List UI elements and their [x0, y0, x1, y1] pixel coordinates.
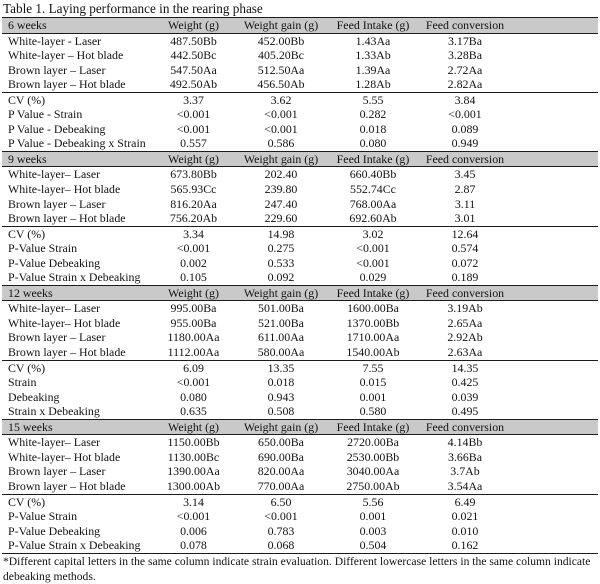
- column-header: Feed Intake (g): [326, 419, 420, 435]
- cell-value: 3.45: [454, 167, 476, 182]
- column-header: Weight gain (g): [236, 18, 326, 34]
- row-label: Brown layer – Laser: [8, 196, 106, 211]
- row-spacer: [510, 256, 598, 271]
- cell-value: 1180.00Aa: [167, 330, 220, 345]
- cell-value: <0.001: [176, 107, 211, 122]
- cell-value: 0.105: [180, 270, 207, 285]
- table-row: [2, 450, 598, 465]
- row-label: White-layer– Hot blade: [8, 315, 121, 330]
- cell-value: 0.018: [267, 375, 295, 390]
- cell-value: 229.60: [264, 211, 298, 226]
- column-header: Weight (g): [151, 285, 236, 301]
- cell-value: 3.02: [326, 226, 420, 241]
- cell-value: 692.60Ab: [349, 211, 397, 226]
- row-label: P-Value Strain: [8, 509, 78, 524]
- row-label: Brown layer – Laser: [8, 62, 106, 77]
- cell-value: 2.72Aa: [447, 62, 483, 77]
- row-label: Brown layer – Laser: [8, 464, 106, 479]
- row-label: White-layer– Hot blade: [8, 182, 121, 197]
- cell-value: 0.001: [359, 389, 387, 404]
- table-body: [2, 18, 598, 554]
- row-spacer: [510, 538, 598, 553]
- table-row: [2, 524, 598, 539]
- cell-value: 650.00Ba: [258, 435, 304, 450]
- cell-value: 0.949: [451, 136, 479, 151]
- cell-value: <0.001: [448, 107, 482, 122]
- cell-value: 13.35: [236, 360, 326, 375]
- table-row: [2, 270, 598, 285]
- cell-value: 0.783: [267, 523, 295, 538]
- cell-value: 1390.00Aa: [167, 464, 220, 479]
- cell-value: 1150.00Bb: [167, 435, 220, 450]
- row-spacer: [510, 122, 598, 137]
- cell-value: <0.001: [176, 375, 211, 390]
- cell-value: 3.7Ab: [450, 464, 480, 479]
- row-label: Strain x Debeaking: [8, 404, 100, 419]
- cell-value: 5.56: [326, 494, 420, 509]
- row-spacer: [510, 316, 598, 331]
- row-label: White-layer– Laser: [8, 435, 101, 450]
- table-row: [2, 345, 598, 360]
- cell-value: 816.20Aa: [170, 196, 217, 211]
- cell-value: 0.001: [359, 509, 387, 524]
- column-header: Weight (g): [151, 419, 236, 435]
- section-header-row: [2, 285, 598, 301]
- cell-value: 660.40Bb: [349, 167, 397, 182]
- cell-value: 487.50Bb: [170, 33, 217, 48]
- cell-value: 2750.00Ab: [346, 478, 400, 493]
- column-header: Feed Intake (g): [326, 285, 420, 301]
- cell-value: 202.40: [264, 167, 298, 182]
- cell-value: 770.00Aa: [257, 478, 305, 493]
- row-spacer: [510, 226, 598, 241]
- table-row: [2, 404, 598, 419]
- cell-value: 0.003: [359, 523, 387, 538]
- header-spacer: [510, 419, 598, 435]
- cell-value: <0.001: [176, 509, 211, 524]
- table-row: [2, 92, 598, 107]
- table-row: [2, 122, 598, 137]
- cell-value: 14.98: [236, 226, 326, 241]
- row-label: P Value - Debeaking: [8, 121, 106, 136]
- table-row: [2, 479, 598, 494]
- row-spacer: [510, 270, 598, 285]
- cell-value: 0.162: [451, 538, 479, 553]
- cell-value: 565.93Cc: [170, 182, 217, 197]
- cell-value: 0.072: [451, 255, 479, 270]
- cell-value: 1300.00Ab: [166, 478, 221, 493]
- row-spacer: [510, 167, 598, 182]
- cell-value: 4.14Bb: [447, 435, 483, 450]
- cell-value: <0.001: [264, 121, 298, 136]
- table-row: [2, 107, 598, 122]
- table-row: [2, 330, 598, 345]
- column-header: Weight gain (g): [236, 419, 326, 435]
- section-header-row: [2, 419, 598, 435]
- cell-value: 820.00Aa: [257, 464, 305, 479]
- row-spacer: [510, 107, 598, 122]
- cell-value: 12.64: [420, 226, 510, 241]
- cell-value: 0.068: [267, 538, 295, 553]
- cell-value: 995.00Ba: [170, 301, 217, 316]
- row-spacer: [510, 479, 598, 494]
- row-label: Brown layer – Hot blade: [8, 478, 126, 493]
- row-label: White-layer– Laser: [8, 301, 101, 316]
- column-header: Feed conversion: [420, 285, 510, 301]
- cell-value: 0.557: [180, 136, 207, 151]
- row-spacer: [510, 494, 598, 509]
- cell-value: <0.001: [176, 121, 211, 136]
- table-row: [2, 33, 598, 48]
- cell-value: 6.09: [151, 360, 236, 375]
- cell-value: 1.28Ab: [355, 77, 391, 92]
- cell-value: 0.533: [267, 255, 295, 270]
- header-spacer: [510, 18, 598, 34]
- cell-value: 239.80: [264, 182, 298, 197]
- table-row: [2, 241, 598, 256]
- cell-value: 492.50Ab: [169, 77, 218, 92]
- row-label: CV (%): [2, 226, 151, 241]
- table-row: [2, 509, 598, 524]
- column-header: Feed conversion: [420, 18, 510, 34]
- row-spacer: [510, 464, 598, 479]
- cell-value: 0.039: [451, 389, 479, 404]
- cell-value: 501.00Ba: [258, 301, 304, 316]
- cell-value: 7.55: [326, 360, 420, 375]
- row-spacer: [510, 92, 598, 107]
- cell-value: 690.00Ba: [258, 449, 304, 464]
- cell-value: 0.425: [451, 375, 479, 390]
- cell-value: 3.84: [420, 92, 510, 107]
- row-label: P-Value Debeaking: [8, 523, 101, 538]
- cell-value: 0.586: [267, 136, 295, 151]
- cell-value: <0.001: [356, 255, 390, 270]
- cell-value: 2.65Aa: [447, 315, 483, 330]
- cell-value: 955.00Ba: [170, 315, 217, 330]
- column-header: Weight (g): [151, 18, 236, 34]
- cell-value: 1.39Aa: [355, 62, 391, 77]
- row-label: Brown layer – Hot blade: [8, 211, 126, 226]
- table-row: [2, 464, 598, 479]
- row-label: Strain: [8, 375, 37, 390]
- cell-value: 2.87: [454, 182, 476, 197]
- cell-value: 452.00Bb: [257, 33, 305, 48]
- row-label: CV (%): [2, 360, 151, 375]
- row-label: P-Value Strain x Debeaking: [8, 270, 141, 285]
- cell-value: 2530.00Bb: [346, 449, 400, 464]
- cell-value: 611.00Aa: [257, 330, 305, 345]
- table-row: [2, 301, 598, 316]
- table-row: [2, 48, 598, 63]
- row-spacer: [510, 197, 598, 212]
- cell-value: 0.018: [359, 121, 387, 136]
- cell-value: 2.82Aa: [447, 77, 483, 92]
- cell-value: 3.28Ba: [447, 48, 483, 63]
- table-row: [2, 226, 598, 241]
- table-row: [2, 435, 598, 450]
- table-title: Table 1. Laying performance in the rearing phase: [3, 1, 263, 16]
- cell-value: 3.34: [151, 226, 236, 241]
- cell-value: <0.001: [264, 509, 298, 524]
- row-label: P-Value Strain: [8, 241, 78, 256]
- row-spacer: [510, 33, 598, 48]
- header-spacer: [510, 151, 598, 167]
- cell-value: 0.508: [267, 404, 295, 419]
- cell-value: 247.40: [264, 196, 298, 211]
- cell-value: 405.20Bc: [258, 48, 304, 63]
- row-label: P-Value Debeaking: [8, 255, 101, 270]
- cell-value: 3.11: [454, 196, 476, 211]
- row-spacer: [510, 509, 598, 524]
- cell-value: 6.50: [236, 494, 326, 509]
- row-spacer: [510, 211, 598, 226]
- cell-value: 0.495: [451, 404, 479, 419]
- row-spacer: [510, 450, 598, 465]
- row-label: Brown layer – Laser: [8, 330, 106, 345]
- cell-value: 580.00Aa: [257, 345, 305, 360]
- column-header: Feed conversion: [420, 151, 510, 167]
- row-spacer: [510, 136, 598, 151]
- cell-value: 1710.00Aa: [346, 330, 400, 345]
- row-label: CV (%): [2, 494, 151, 509]
- cell-value: 3.19Ab: [447, 301, 483, 316]
- table-footnote: *Different capital letters in the same column indicate strain evaluation. Different lowercase letters in the same column indicate debeaking methods.: [3, 555, 591, 583]
- cell-value: 0.574: [451, 241, 479, 256]
- row-spacer: [510, 404, 598, 419]
- row-spacer: [510, 48, 598, 63]
- cell-value: 2720.00Ba: [347, 435, 399, 450]
- column-header: Weight (g): [151, 151, 236, 167]
- section-label: 9 weeks: [2, 151, 151, 167]
- row-spacer: [510, 345, 598, 360]
- cell-value: 1.43Aa: [355, 33, 391, 48]
- cell-value: 0.943: [267, 389, 295, 404]
- cell-value: 3040.00Aa: [346, 464, 400, 479]
- cell-value: 1600.00Ba: [347, 301, 399, 316]
- table-row: [2, 136, 598, 151]
- cell-value: 673.80Bb: [170, 167, 217, 182]
- cell-value: 3.37: [151, 92, 236, 107]
- table-row: [2, 538, 598, 553]
- table-row: [2, 494, 598, 509]
- cell-value: 0.021: [451, 509, 479, 524]
- cell-value: 0.080: [359, 136, 387, 151]
- row-spacer: [510, 390, 598, 405]
- cell-value: 456.50Ab: [257, 77, 305, 92]
- cell-value: 3.54Aa: [447, 478, 483, 493]
- cell-value: <0.001: [176, 241, 211, 256]
- cell-value: 2.63Aa: [447, 345, 483, 360]
- cell-value: 5.55: [326, 92, 420, 107]
- row-label: Brown layer – Hot blade: [8, 77, 126, 92]
- table-row: [2, 182, 598, 197]
- table-row: [2, 316, 598, 331]
- header-spacer: [510, 285, 598, 301]
- cell-value: 0.010: [451, 523, 479, 538]
- column-header: Feed conversion: [420, 419, 510, 435]
- section-label: 6 weeks: [2, 18, 151, 34]
- row-spacer: [510, 330, 598, 345]
- cell-value: 6.49: [420, 494, 510, 509]
- cell-value: 3.14: [151, 494, 236, 509]
- row-spacer: [510, 182, 598, 197]
- row-label: P Value - Strain: [8, 107, 83, 122]
- cell-value: 14.35: [420, 360, 510, 375]
- cell-value: 512.50Aa: [257, 62, 305, 77]
- cell-value: 0.504: [359, 538, 387, 553]
- row-spacer: [510, 77, 598, 92]
- table-row: [2, 390, 598, 405]
- table-row: [2, 197, 598, 212]
- column-header: Feed Intake (g): [326, 18, 420, 34]
- row-label: P-Value Strain x Debeaking: [8, 538, 141, 553]
- table-row: [2, 211, 598, 226]
- cell-value: 756.20Ab: [169, 211, 218, 226]
- cell-value: 3.66Ba: [447, 449, 483, 464]
- section-header-row: [2, 18, 598, 34]
- row-spacer: [510, 524, 598, 539]
- column-header: Weight gain (g): [236, 151, 326, 167]
- cell-value: 0.275: [267, 241, 295, 256]
- row-label: CV (%): [2, 92, 151, 107]
- table-row: [2, 360, 598, 375]
- row-label: White-layer - Laser: [8, 33, 102, 48]
- row-label: White-layer– Laser: [8, 167, 101, 182]
- cell-value: 1112.00Aa: [167, 345, 220, 360]
- cell-value: 768.00Aa: [349, 196, 397, 211]
- section-header-row: [2, 151, 598, 167]
- cell-value: 0.015: [359, 375, 387, 390]
- section-label: 12 weeks: [2, 285, 151, 301]
- row-label: White-layer– Hot blade: [8, 449, 121, 464]
- cell-value: 0.092: [267, 270, 295, 285]
- table-row: [2, 375, 598, 390]
- row-label: Brown layer – Hot blade: [8, 345, 126, 360]
- cell-value: 3.62: [236, 92, 326, 107]
- cell-value: 1.33Ab: [355, 48, 391, 63]
- cell-value: 3.17Ba: [447, 33, 483, 48]
- cell-value: <0.001: [264, 107, 298, 122]
- table-row: [2, 256, 598, 271]
- laying-performance-table: [2, 17, 598, 554]
- row-label: Debeaking: [8, 389, 60, 404]
- row-label: P Value - Debeaking x Strain: [8, 136, 146, 151]
- cell-value: 0.029: [359, 270, 387, 285]
- cell-value: 442.50Bc: [170, 48, 217, 63]
- cell-value: 552.74Cc: [350, 182, 396, 197]
- column-header: Weight gain (g): [236, 285, 326, 301]
- row-label: White-layer – Hot blade: [8, 48, 124, 63]
- cell-value: 0.635: [180, 404, 207, 419]
- cell-value: 0.080: [180, 389, 207, 404]
- cell-value: <0.001: [356, 241, 390, 256]
- section-label: 15 weeks: [2, 419, 151, 435]
- cell-value: 521.00Ba: [258, 315, 304, 330]
- cell-value: 0.282: [359, 107, 387, 122]
- cell-value: 0.006: [180, 523, 207, 538]
- cell-value: 2.92Ab: [447, 330, 483, 345]
- row-spacer: [510, 360, 598, 375]
- cell-value: 0.580: [359, 404, 387, 419]
- cell-value: 3.01: [454, 211, 476, 226]
- cell-value: 0.189: [451, 270, 479, 285]
- column-header: Feed Intake (g): [326, 151, 420, 167]
- cell-value: 1370.00Bb: [346, 315, 400, 330]
- cell-value: 547.50Aa: [170, 62, 217, 77]
- row-spacer: [510, 301, 598, 316]
- table-row: [2, 63, 598, 78]
- row-spacer: [510, 375, 598, 390]
- cell-value: 0.078: [180, 538, 207, 553]
- cell-value: 0.002: [180, 255, 207, 270]
- table-row: [2, 77, 598, 92]
- cell-value: 1130.00Bc: [167, 449, 220, 464]
- row-spacer: [510, 435, 598, 450]
- row-spacer: [510, 63, 598, 78]
- cell-value: 1540.00Ab: [346, 345, 400, 360]
- row-spacer: [510, 241, 598, 256]
- table-row: [2, 167, 598, 182]
- cell-value: 0.089: [451, 121, 479, 136]
